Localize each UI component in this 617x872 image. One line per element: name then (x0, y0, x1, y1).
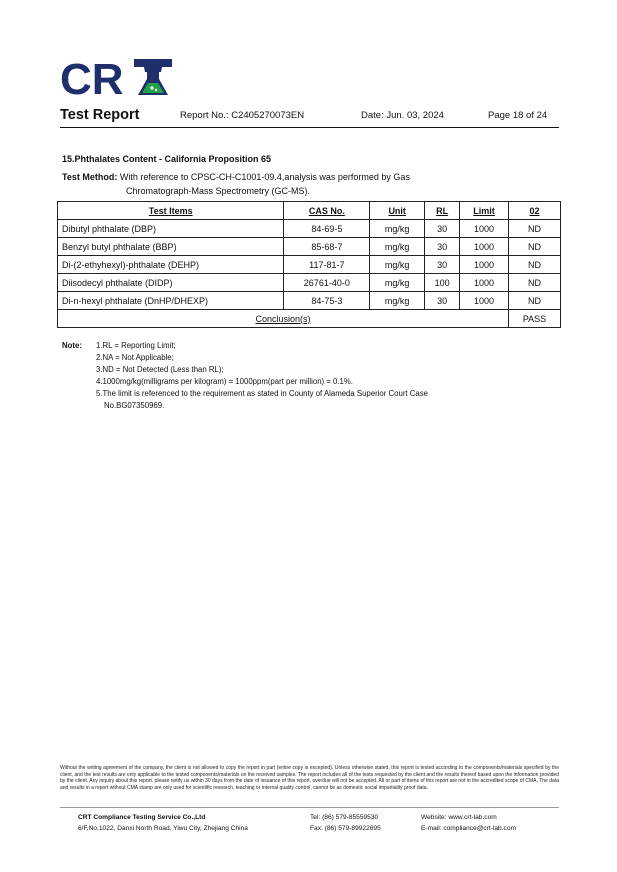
cell-limit: 1000 (460, 274, 509, 292)
test-method-line2: Chromatograph-Mass Spectrometry (GC-MS). (126, 186, 311, 196)
footer-email[interactable]: E-mail: compliance@crt-lab.com (421, 825, 517, 832)
cell-test-item: Diisodecyl phthalate (DIDP) (58, 274, 284, 292)
cell-result: ND (509, 238, 561, 256)
col-header-limit: Limit (460, 202, 509, 220)
conclusion-label: Conclusion(s) (58, 310, 509, 328)
note-item: 4.1000mg/kg(milligrams per kilogram) = 1000ppm(part per million) = 0.1%. (96, 377, 353, 386)
header-divider (60, 127, 559, 128)
crt-logo-icon (60, 57, 175, 99)
test-method-line1: With reference to CPSC-CH-C1001-09.4,analysis was performed by Gas (117, 172, 410, 182)
cell-rl: 30 (425, 220, 460, 238)
report-date: Date: Jun. 03, 2024 (361, 110, 444, 121)
cell-limit: 1000 (460, 292, 509, 310)
col-header-cas-no: CAS No. (284, 202, 370, 220)
test-method (62, 170, 542, 198)
table-row (58, 274, 561, 292)
report-number: Report No.: C2405270073EN (180, 110, 305, 121)
cell-unit: mg/kg (370, 292, 425, 310)
cell-rl: 30 (425, 256, 460, 274)
cell-unit: mg/kg (370, 238, 425, 256)
col-header-rl: RL (425, 202, 460, 220)
cell-limit: 1000 (460, 238, 509, 256)
cell-unit: mg/kg (370, 274, 425, 292)
table-row (58, 238, 561, 256)
cell-limit: 1000 (460, 220, 509, 238)
note-item-continuation: No.BG07350969. (104, 401, 165, 410)
note-item: 1.RL = Reporting Limit; (96, 341, 176, 350)
footer-website[interactable]: Website: www.crt-lab.com (421, 814, 497, 821)
col-header-test-items: Test Items (58, 202, 284, 220)
cell-result: ND (509, 274, 561, 292)
notes-list (96, 340, 536, 412)
page-number: Page 18 of 24 (488, 110, 548, 121)
col-header-sample-02: 02 (509, 202, 561, 220)
footer-company: CRT Compliance Testing Service Co.,Ltd (78, 814, 206, 821)
cell-limit: 1000 (460, 256, 509, 274)
cell-cas-no: 85-68-7 (284, 238, 370, 256)
col-header-unit: Unit (370, 202, 425, 220)
cell-rl: 30 (425, 292, 460, 310)
section-title: 15.Phthalates Content - California Proposition 65 (62, 154, 272, 164)
cell-cas-no: 84-69-5 (284, 220, 370, 238)
notes-label: Note: (62, 341, 82, 350)
test-method-label: Test Method: (62, 172, 118, 182)
cell-unit: mg/kg (370, 256, 425, 274)
results-table (57, 201, 561, 328)
cell-result: ND (509, 256, 561, 274)
footer-disclaimer: Without the writing agreement of the company, the client is not allowed to copy the report in part (entire copy is excepted). Unless otherwise stated, this report is tested according to the components/materials specified by the client, and the test results are only applicable to the tested components/materials on the received samples. The report includes all of the tests requested by the client and the results thereof based upon the information provided by the client. Any inquiry about this report, please notify us within 30 days from the date of issuance of this report, overdue will not be accepted. All or part of items of this report are not in the accredited scope of CMA, The data and results in a report without CMA stamp are only used for scientific research, teaching or internal quality control, cannot be as domestic social impartiality proof data. (60, 765, 559, 791)
cell-result: ND (509, 220, 561, 238)
cell-test-item: Benzyl butyl phthalate (BBP) (58, 238, 284, 256)
footer-fax: Fax: (86) 579-89922695 (310, 825, 381, 832)
logo-t-bar (134, 59, 172, 67)
cell-cas-no: 84-75-3 (284, 292, 370, 310)
conclusion-row (58, 310, 561, 328)
cell-test-item: Di-(2-ethyhexyl)-phthalate (DEHP) (58, 256, 284, 274)
cell-test-item: Di-n-hexyl phthalate (DnHP/DHEXP) (58, 292, 284, 310)
table-row (58, 292, 561, 310)
footer-tel: Tel: (86) 579-85559530 (310, 814, 379, 821)
table-row (58, 220, 561, 238)
bubble-icon (155, 89, 157, 91)
cell-unit: mg/kg (370, 220, 425, 238)
cell-test-item: Dibutyl phthalate (DBP) (58, 220, 284, 238)
cell-cas-no: 117-81-7 (284, 256, 370, 274)
footer-divider (60, 807, 559, 808)
cell-cas-no: 26761-40-0 (284, 274, 370, 292)
table-row (58, 256, 561, 274)
cell-rl: 30 (425, 238, 460, 256)
report-title: Test Report (60, 107, 140, 123)
footer-address: 6/F,No.1022, Danxi North Road, Yiwu City, Zhejiang China (78, 825, 248, 832)
company-logo (60, 57, 175, 99)
note-item: 3.ND = Not Detected (Less than RL); (96, 365, 224, 374)
note-item: 2.NA = Not Applicable; (96, 353, 174, 362)
bubble-icon (150, 86, 153, 89)
cell-rl: 100 (425, 274, 460, 292)
table-header-row (58, 202, 561, 220)
conclusion-value: PASS (509, 310, 561, 328)
logo-letters: CR (60, 57, 124, 99)
note-item: 5.The limit is referenced to the requirement as stated in County of Alameda Superior Court Case (96, 389, 428, 398)
cell-result: ND (509, 292, 561, 310)
